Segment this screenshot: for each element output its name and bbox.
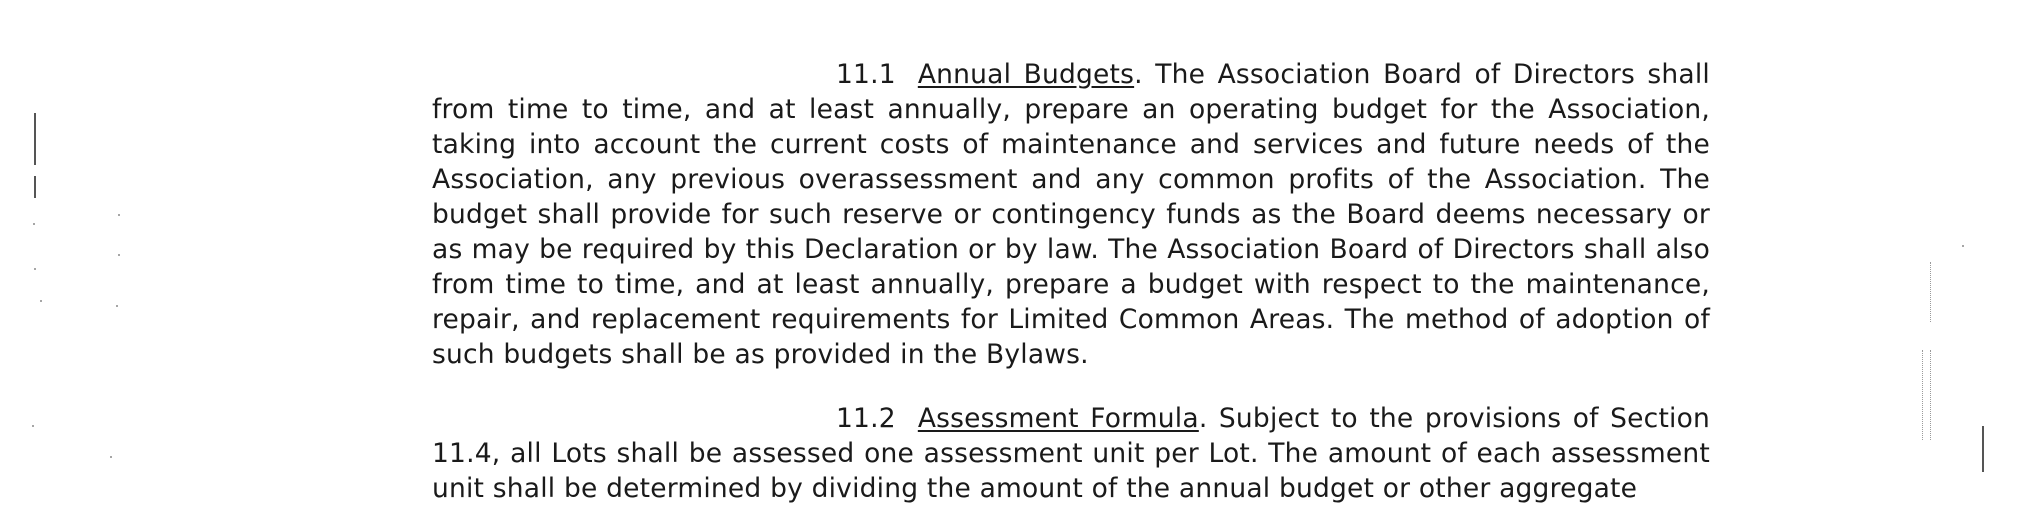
section-11-2-paragraph: [432, 401, 1710, 506]
section-number: 11.2: [836, 403, 896, 434]
scan-speck: [32, 425, 34, 427]
scan-dotted-line: [1930, 350, 1932, 440]
section-11-1-text: [432, 57, 1710, 372]
scan-speck: [34, 268, 36, 270]
section-body: . The Association Board of Directors shall from time to time, and at least annually, prepare an operating budget for the Association, taking into account the current costs of maintenance and services and future needs of the Association, any previous overassessment and any common profits of the Association. The budget shall provide for such reserve or contingency funds as the Board deems necessary or as may be required by this Declaration or by law. The Association Board of Directors shall also from time to time, and at least annually, prepare a budget with respect to the maintenance, repair, and replacement requirements for Limited Common Areas. The method of adoption of such budgets shall be as provided in the Bylaws.: [432, 59, 1710, 370]
scan-speck: [110, 456, 112, 458]
scan-mark-left: [34, 113, 36, 165]
section-11-1-paragraph: [432, 57, 1710, 372]
scan-speck: [118, 254, 120, 256]
scan-mark-right: [1982, 426, 1984, 472]
scan-speck: [1962, 245, 1964, 247]
section-body: . Subject to the provisions of Section 11.4, all Lots shall be assessed one assessment unit per Lot. The amount of each assessment unit shall be determined by dividing the amount of the annual budget or other aggregate: [432, 403, 1710, 504]
section-title: Assessment Formula: [917, 403, 1199, 434]
scan-speck: [33, 223, 35, 225]
scan-dotted-line: [1930, 262, 1932, 322]
scan-speck: [40, 300, 42, 302]
scan-speck: [116, 305, 118, 307]
scan-mark-left: [34, 176, 36, 198]
scan-speck: [118, 214, 120, 216]
section-11-2-text: [432, 401, 1710, 506]
section-number: 11.1: [836, 59, 896, 90]
scan-dotted-line: [1922, 350, 1924, 440]
section-title: Annual Budgets: [917, 59, 1135, 90]
